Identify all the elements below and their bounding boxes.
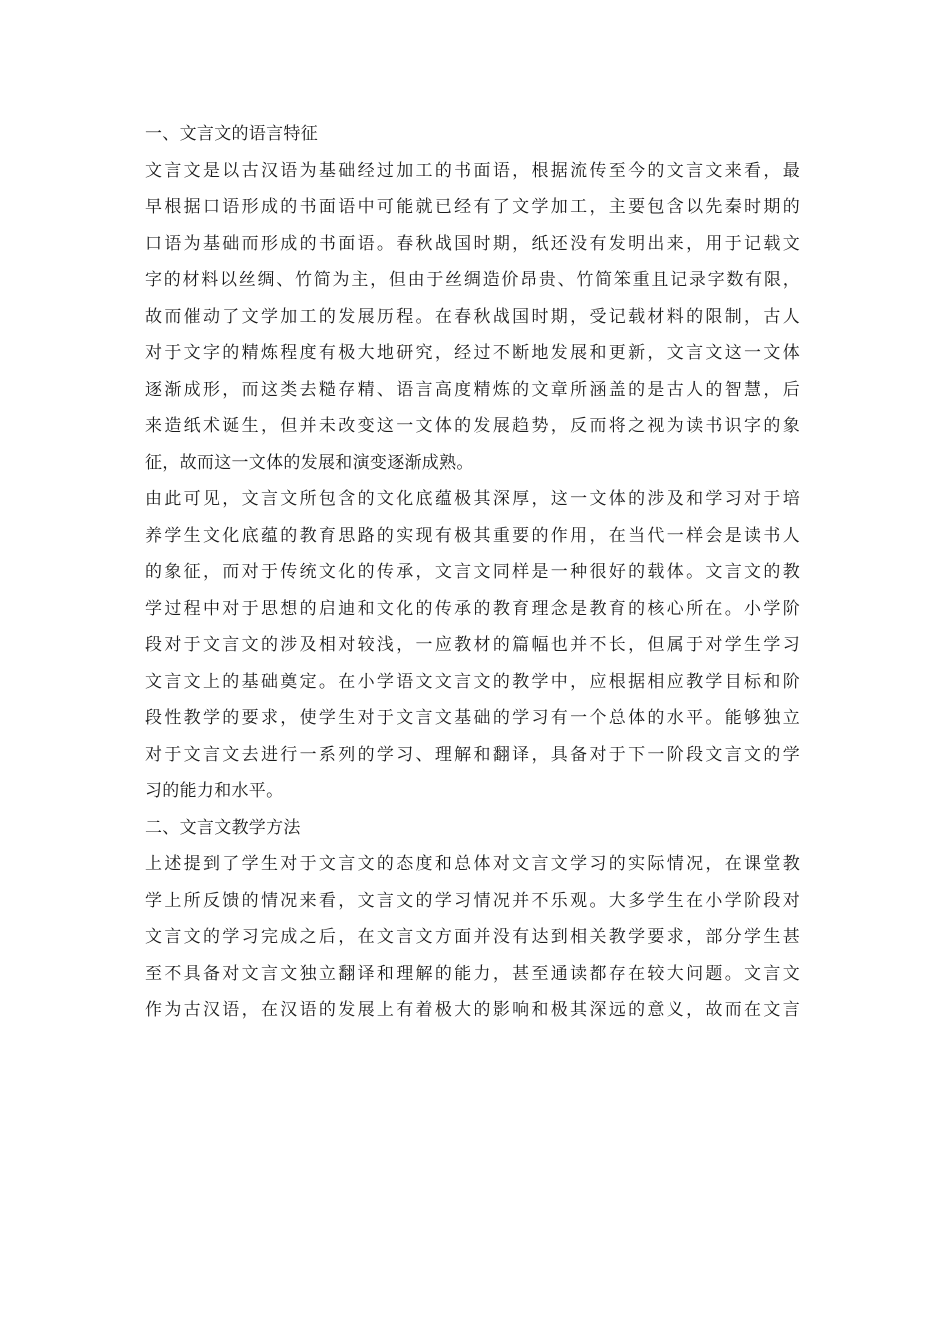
text-line: 文言文的学习完成之后，在文言文方面并没有达到相关教学要求，部分学生甚 <box>145 927 800 947</box>
text-line: 对于文字的精炼程度有极大地研究，经过不断地发展和更新，文言文这一文体 <box>145 343 800 363</box>
text-line: 学过程中对于思想的启迪和文化的传承的教育理念是教育的核心所在。小学阶 <box>145 598 800 619</box>
text-line: 养学生文化底蕴的教育思路的实现有极其重要的作用，在当代一样会是读书人 <box>145 525 800 546</box>
text-line: 征，故而这一文体的发展和演变逐渐成熟。 <box>145 452 474 473</box>
text-line: 文言文上的基础奠定。在小学语文文言文的教学中，应根据相应教学目标和阶 <box>145 671 800 692</box>
text-line: 早根据口语形成的书面语中可能就已经有了文学加工，主要包含以先秦时期的 <box>145 197 800 217</box>
text-line: 段性教学的要求，使学生对于文言文基础的学习有一个总体的水平。能够独立 <box>145 708 800 728</box>
document-page <box>145 116 800 1029</box>
text-line: 对于文言文去进行一系列的学习、理解和翻译，具备对于下一阶段文言文的学 <box>145 744 800 765</box>
text-line: 口语为基础而形成的书面语。春秋战国时期，纸还没有发明出来，用于记载文 <box>145 233 800 254</box>
text-line: 至不具备对文言文独立翻译和理解的能力，甚至通读都存在较大问题。文言文 <box>145 963 800 984</box>
text-line: 由此可见，文言文所包含的文化底蕴极其深厚，这一文体的涉及和学习对于培 <box>145 489 800 509</box>
text-line: 段对于文言文的涉及相对较浅，一应教材的篇幅也并不长，但属于对学生学习 <box>145 635 800 655</box>
text-line: 作为古汉语，在汉语的发展上有着极大的影响和极其深远的意义，故而在文言 <box>145 1000 800 1020</box>
text-line: 文言文是以古汉语为基础经过加工的书面语，根据流传至今的文言文来看，最 <box>145 160 800 181</box>
text-line: 二、文言文教学方法 <box>145 817 301 838</box>
text-line: 字的材料以丝绸、竹简为主，但由于丝绸造价昂贵、竹简笨重且记录字数有限， <box>145 270 800 290</box>
text-line: 习的能力和水平。 <box>145 781 284 801</box>
text-line: 的象征，而对于传统文化的传承，文言文同样是一种很好的载体。文言文的教 <box>145 562 800 582</box>
text-line: 学上所反馈的情况来看，文言文的学习情况并不乐观。大多学生在小学阶段对 <box>145 890 800 911</box>
text-line: 上述提到了学生对于文言文的态度和总体对文言文学习的实际情况，在课堂教 <box>145 854 800 874</box>
text-line: 逐渐成形，而这类去糙存精、语言高度精炼的文章所涵盖的是古人的智慧，后 <box>145 379 800 400</box>
text-line: 故而催动了文学加工的发展历程。在春秋战国时期，受记载材料的限制，古人 <box>145 306 800 327</box>
text-line: 一、文言文的语言特征 <box>145 124 318 144</box>
text-line: 来造纸术诞生，但并未改变这一文体的发展趋势，反而将之视为读书识字的象 <box>145 416 800 436</box>
